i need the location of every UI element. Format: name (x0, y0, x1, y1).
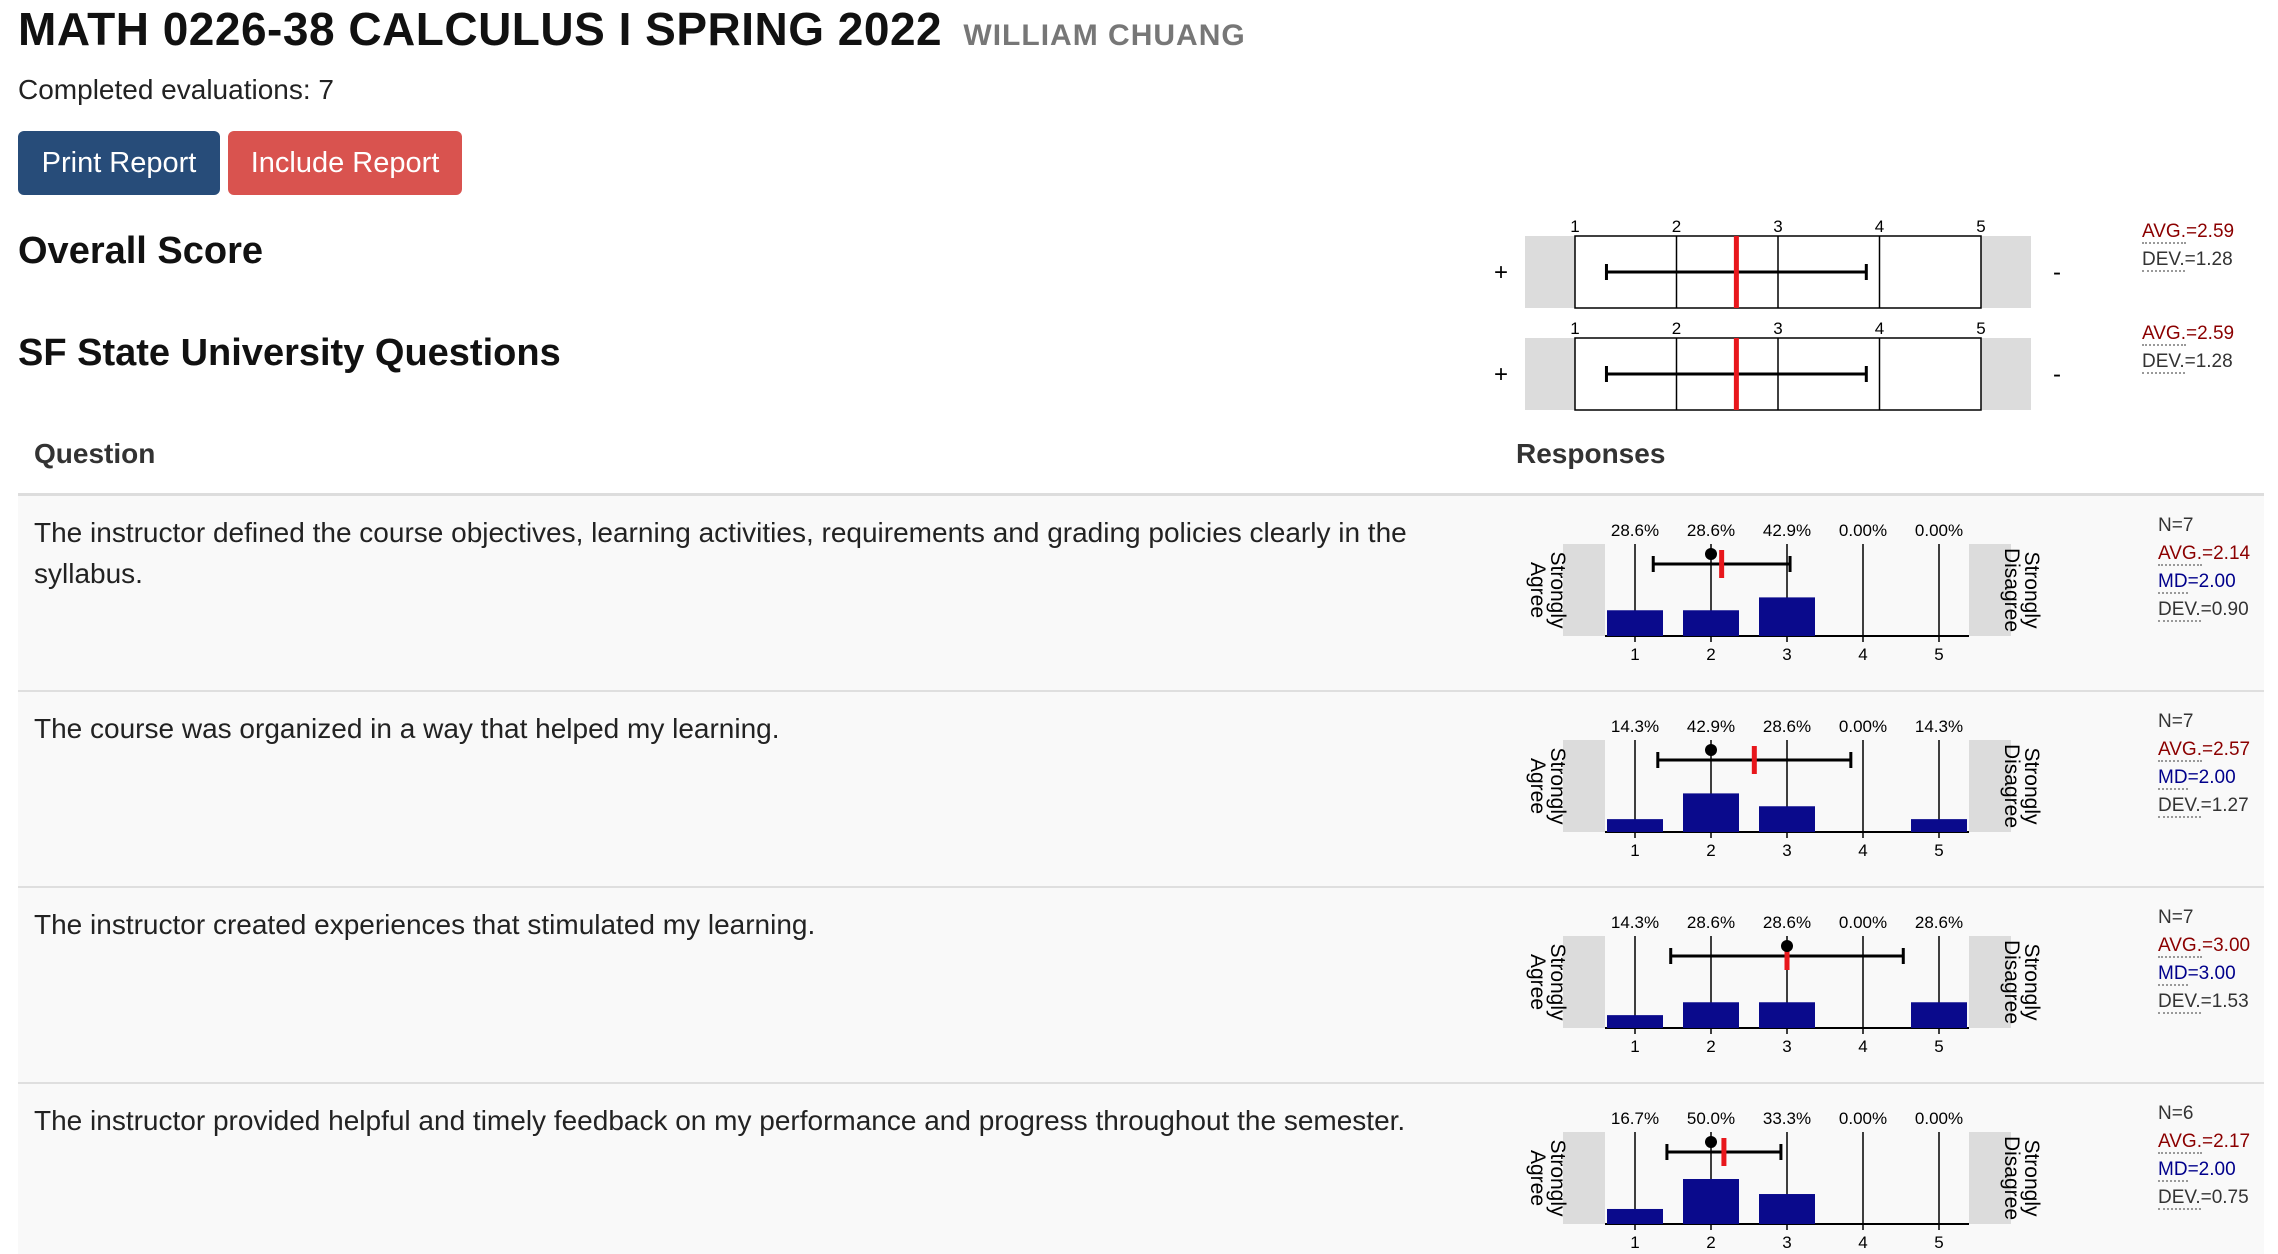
university-questions-heading: SF State University Questions (18, 332, 561, 374)
dev-label: DEV. (2158, 599, 2201, 620)
category-tick-label: 2 (1706, 841, 1716, 860)
strongly-disagree-label-line2: Disagree (2000, 743, 2023, 829)
course-title: MATH 0226-38 CALCULUS I SPRING 2022 (18, 3, 943, 55)
md-label: MD (2158, 767, 2188, 788)
response-bar (1911, 1002, 1967, 1028)
md-label: MD (2158, 963, 2188, 984)
strongly-disagree-label-line1: Strongly (2020, 1139, 2043, 1217)
percent-label: 28.6% (1762, 717, 1812, 736)
response-bar (1683, 1179, 1739, 1224)
percent-label: 28.6% (1762, 913, 1812, 932)
response-bar (1607, 819, 1663, 832)
category-tick-label: 5 (1934, 1037, 1944, 1056)
strongly-disagree-label-line1: Strongly (2020, 943, 2043, 1021)
scale-band-right (1981, 236, 2031, 308)
response-bar (1759, 806, 1815, 832)
question-stats (2158, 512, 2250, 624)
print-report-button[interactable]: Print Report (18, 131, 220, 195)
strongly-disagree-label-line1: Strongly (2020, 747, 2043, 825)
question-stats (2158, 1100, 2250, 1212)
avg-value: =2.17 (2202, 1131, 2251, 1152)
response-bar (1759, 597, 1815, 636)
strongly-agree-label-line2: Agree (1526, 1149, 1549, 1207)
university-score-chart (1480, 310, 2060, 410)
scale-tick-label: 2 (1671, 217, 1682, 236)
overall-score-chart (1480, 208, 2060, 308)
md-label: MD (2158, 1159, 2188, 1180)
dev-value: =0.90 (2200, 599, 2249, 620)
response-distribution-chart (1520, 1098, 2100, 1252)
percent-label: 42.9% (1686, 717, 1736, 736)
question-stats (2158, 708, 2250, 820)
percent-label: 28.6% (1686, 521, 1736, 540)
response-bar (1759, 1194, 1815, 1224)
md-value: =3.00 (2187, 963, 2236, 984)
page-title (18, 2, 1246, 56)
dev-value: =1.53 (2200, 991, 2249, 1012)
university-dev-value: =1.28 (2184, 351, 2233, 372)
university-avg-value: =2.59 (2186, 323, 2235, 344)
category-tick-label: 1 (1630, 1037, 1640, 1056)
category-tick-label: 4 (1858, 841, 1868, 860)
question-stats (2158, 904, 2250, 1016)
scale-band-left (1525, 338, 1575, 410)
response-bar (1759, 1002, 1815, 1028)
md-value: =2.00 (2187, 571, 2236, 592)
response-bar (1683, 1002, 1739, 1028)
md-value: =2.00 (2187, 767, 2236, 788)
percent-label: 0.00% (1838, 717, 1888, 736)
response-bar (1607, 1209, 1663, 1224)
category-tick-label: 5 (1934, 1233, 1944, 1252)
category-tick-label: 1 (1630, 841, 1640, 860)
median-marker (1705, 744, 1717, 756)
strongly-agree-label-line2: Agree (1526, 757, 1549, 815)
n-count: N=7 (2158, 711, 2194, 732)
response-bar (1683, 793, 1739, 832)
percent-label: 14.3% (1610, 717, 1660, 736)
scale-tick-label: 5 (1976, 319, 1986, 338)
dev-value: =0.75 (2200, 1187, 2249, 1208)
overall-dev-label: DEV. (2142, 249, 2185, 270)
percent-label: 0.00% (1838, 521, 1888, 540)
include-report-button[interactable]: Include Report (228, 131, 462, 195)
strongly-agree-label-line1: Strongly (1546, 551, 1569, 629)
overall-score-heading: Overall Score (18, 230, 264, 272)
scale-tick-label: 2 (1671, 319, 1682, 338)
percent-label: 0.00% (1914, 521, 1964, 540)
percent-label: 14.3% (1610, 913, 1660, 932)
md-label: MD (2158, 571, 2188, 592)
category-tick-label: 5 (1934, 645, 1944, 664)
overall-avg-value: =2.59 (2186, 221, 2235, 242)
scale-tick-label: 4 (1874, 217, 1885, 236)
n-count: N=6 (2158, 1103, 2194, 1124)
response-distribution-chart (1520, 902, 2100, 1062)
category-tick-label: 2 (1706, 1037, 1716, 1056)
completed-evaluations: Completed evaluations: 7 (18, 74, 334, 105)
dev-label: DEV. (2158, 991, 2201, 1012)
strongly-agree-label-line1: Strongly (1546, 943, 1569, 1021)
response-distribution-chart (1520, 706, 2100, 866)
percent-label: 28.6% (1686, 913, 1736, 932)
avg-label: AVG. (2158, 739, 2202, 760)
strongly-disagree-label-line2: Disagree (2000, 939, 2023, 1025)
category-tick-label: 2 (1706, 1233, 1716, 1252)
minus-label: - (2053, 361, 2061, 388)
dev-label: DEV. (2158, 1187, 2201, 1208)
avg-label: AVG. (2158, 1131, 2202, 1152)
strongly-disagree-label-line2: Disagree (2000, 1135, 2023, 1221)
dev-label: DEV. (2158, 795, 2201, 816)
question-text: The instructor created experiences that stimulated my learning. (34, 909, 816, 940)
strongly-agree-label-line1: Strongly (1546, 1139, 1569, 1217)
category-tick-label: 3 (1782, 645, 1792, 664)
n-count: N=7 (2158, 515, 2194, 536)
question-text: The course was organized in a way that helped my learning. (34, 713, 780, 744)
strongly-agree-label-line2: Agree (1526, 953, 1549, 1011)
overall-stats (2142, 218, 2234, 274)
scale-tick-label: 1 (1570, 319, 1580, 338)
category-tick-label: 2 (1706, 645, 1716, 664)
category-tick-label: 4 (1858, 1233, 1868, 1252)
category-tick-label: 3 (1782, 1037, 1792, 1056)
column-header-responses: Responses (1516, 438, 1666, 469)
university-stats (2142, 320, 2234, 376)
plus-label: + (1494, 361, 1509, 388)
avg-value: =2.14 (2202, 543, 2251, 564)
avg-value: =3.00 (2202, 935, 2251, 956)
median-marker (1705, 548, 1717, 560)
response-bar (1911, 819, 1967, 832)
column-header-question: Question (34, 438, 156, 469)
overall-dev-value: =1.28 (2184, 249, 2233, 270)
response-bar (1607, 610, 1663, 636)
category-tick-label: 1 (1630, 1233, 1640, 1252)
strongly-disagree-label-line2: Disagree (2000, 547, 2023, 633)
md-value: =2.00 (2187, 1159, 2236, 1180)
plus-label: + (1494, 259, 1509, 286)
category-tick-label: 3 (1782, 1233, 1792, 1252)
scale-tick-label: 5 (1976, 217, 1986, 236)
response-bar (1683, 610, 1739, 636)
median-marker (1705, 1136, 1717, 1148)
question-text: The instructor provided helpful and timely feedback on my performance and progress throughout the semester. (34, 1105, 1406, 1136)
percent-label: 16.7% (1610, 1109, 1660, 1128)
dev-value: =1.27 (2200, 795, 2249, 816)
scale-band-right (1981, 338, 2031, 410)
percent-label: 28.6% (1914, 913, 1964, 932)
percent-label: 28.6% (1610, 521, 1660, 540)
instructor-name: WILLIAM CHUANG (963, 19, 1246, 52)
category-tick-label: 3 (1782, 841, 1792, 860)
percent-label: 0.00% (1838, 913, 1888, 932)
percent-label: 50.0% (1686, 1109, 1736, 1128)
category-tick-label: 5 (1934, 841, 1944, 860)
avg-label: AVG. (2158, 935, 2202, 956)
scale-tick-label: 3 (1773, 319, 1783, 338)
percent-label: 0.00% (1914, 1109, 1964, 1128)
university-dev-label: DEV. (2142, 351, 2185, 372)
median-marker (1781, 940, 1793, 952)
category-tick-label: 1 (1630, 645, 1640, 664)
strongly-agree-label-line1: Strongly (1546, 747, 1569, 825)
percent-label: 33.3% (1762, 1109, 1812, 1128)
strongly-disagree-label-line1: Strongly (2020, 551, 2043, 629)
scale-band-left (1525, 236, 1575, 308)
category-tick-label: 4 (1858, 1037, 1868, 1056)
strongly-agree-label-line2: Agree (1526, 561, 1549, 619)
n-count: N=7 (2158, 907, 2194, 928)
minus-label: - (2053, 259, 2061, 286)
scale-tick-label: 3 (1773, 217, 1783, 236)
university-avg-label: AVG. (2142, 323, 2186, 344)
category-tick-label: 4 (1858, 645, 1868, 664)
avg-value: =2.57 (2202, 739, 2251, 760)
scale-tick-label: 4 (1874, 319, 1885, 338)
response-distribution-chart (1520, 510, 2100, 670)
question-text: The instructor defined the course objectives, learning activities, requirements and grading policies clearly in the syllabus. (34, 517, 1407, 589)
response-bar (1607, 1015, 1663, 1028)
percent-label: 0.00% (1838, 1109, 1888, 1128)
avg-label: AVG. (2158, 543, 2202, 564)
percent-label: 14.3% (1914, 717, 1964, 736)
scale-tick-label: 1 (1570, 217, 1580, 236)
overall-avg-label: AVG. (2142, 221, 2186, 242)
percent-label: 42.9% (1762, 521, 1812, 540)
